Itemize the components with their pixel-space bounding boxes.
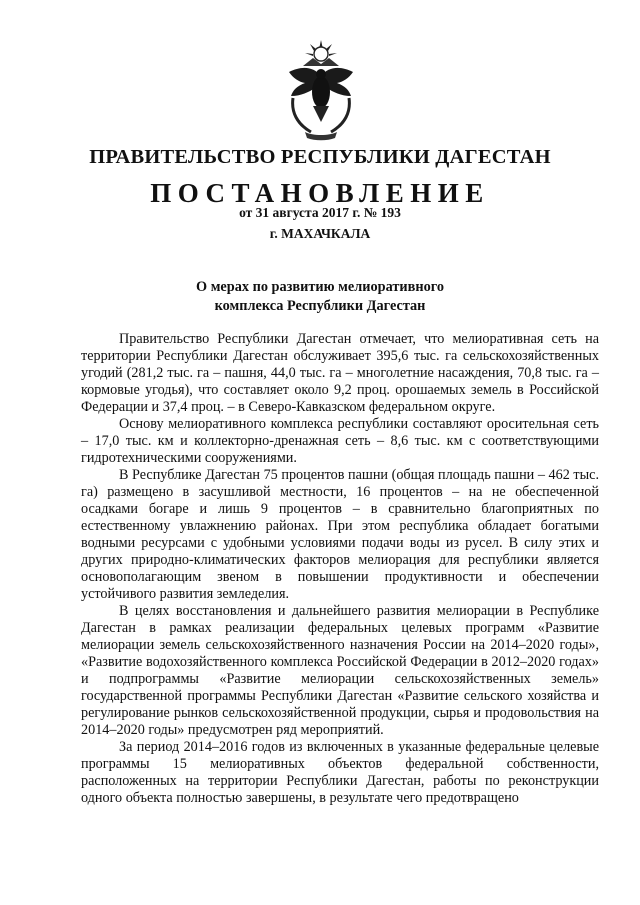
document-body bbox=[81, 331, 599, 807]
subject-line-1: О мерах по развитию мелиоративного bbox=[196, 279, 444, 295]
government-title: ПРАВИТЕЛЬСТВО РЕСПУБЛИКИ ДАГЕСТАН bbox=[89, 146, 551, 168]
paragraph: В целях восстановления и дальнейшего развития мелиорации в Республике Дагестан в рамках реализации федеральных целевых программ «Развитие мелиорации земель сельскохозяйственного назначения России на 2014–2020 годы», «Развитие водохозяйственного комплекса Российской Федерации в 2012–2020 годах» и подпрограммы «Развитие мелиорации сельскохозяйственных земель» государственной программы Республики Дагестан «Развитие сельского хозяйства и регулирование рынков сельскохозяйственной продукции, сырья и продовольствия на 2014–2020 годы» предусмотрен ряд мероприятий. bbox=[81, 603, 599, 738]
document-subject bbox=[0, 278, 640, 316]
paragraph: Основу мелиоративного комплекса республики составляют оросительная сеть – 17,0 тыс. км и коллекторно-дренажная сеть – 8,6 тыс. км с соответствующими гидротехническими сооружениями. bbox=[81, 416, 599, 466]
coat-of-arms-emblem bbox=[283, 36, 359, 146]
document-type-title: ПОСТАНОВЛЕНИЕ bbox=[150, 178, 490, 208]
document-city: г. МАХАЧКАЛА bbox=[269, 226, 371, 241]
subject-line-2: комплекса Республики Дагестан bbox=[214, 298, 426, 314]
paragraph: Правительство Республики Дагестан отмечает, что мелиоративная сеть на территории Республики Дагестан обслуживает 395,6 тыс. га сельскохозяйственных угодий (281,2 тыс. га – пашня, 44,0 тыс. га – многолетние насаждения, 70,8 тыс. га – кормовые угодья), что составляет около 9,2 проц. орошаемых земель в Российской Федерации и 37,4 проц. – в Северо-Кавказском федеральном округе. bbox=[81, 331, 599, 415]
paragraph: За период 2014–2016 годов из включенных в указанные федеральные целевые программы 15 мелиоративных объектов федеральной собственности, расположенных на территории Республики Дагестан, работы по реконструкции одного объекта полностью завершены, в результате чего предотвращено bbox=[81, 739, 599, 806]
paragraph: В Республике Дагестан 75 процентов пашни (общая площадь пашни – 462 тыс. га) размещено в засушливой местности, 16 процентов – на не обеспеченной осадками богаре и лишь 9 процентов – в сравнительно благоприятных по естественному увлажнению районах. При этом республика обладает богатыми водными ресурсами с удобными условиями подачи воды из русел. В силу этих и других природно-климатических факторов мелиорация для республики является основополагающим звеном в повышении продуктивности и обеспечении устойчивого развития земледелия. bbox=[81, 467, 599, 602]
document-date-number: от 31 августа 2017 г. № 193 bbox=[239, 205, 401, 220]
